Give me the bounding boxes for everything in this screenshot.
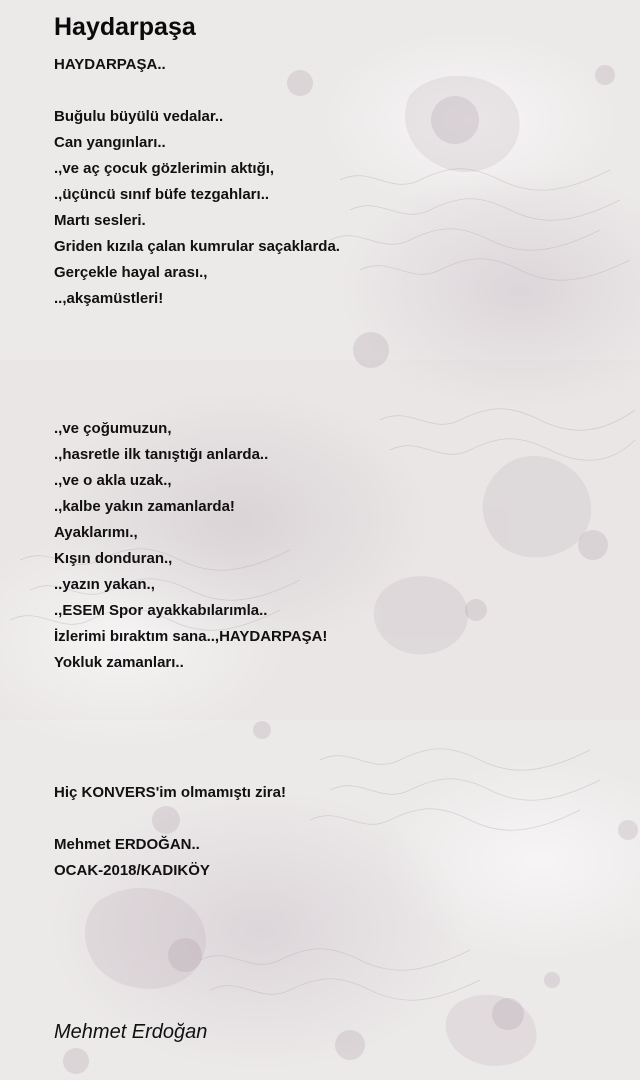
poem-line: OCAK-2018/KADIKÖY <box>54 862 210 879</box>
poem-line-blank <box>54 390 614 416</box>
poem-line: Ayaklarımı., <box>54 524 138 541</box>
poem-line: ..yazın yakan., <box>54 576 155 593</box>
poem-line: Griden kızıla çalan kumrular saçaklarda. <box>54 238 340 255</box>
poem-line: Can yangınları.. <box>54 134 166 151</box>
poem-line: Yokluk zamanları.. <box>54 654 184 671</box>
poem-line-blank <box>54 338 614 364</box>
poem-line-blank <box>54 806 614 832</box>
poem-line: HAYDARPAŞA.. <box>54 56 166 73</box>
poem-line: .,ve o akla uzak., <box>54 472 172 489</box>
poem-line-blank <box>54 78 614 104</box>
poem-line: Buğulu büyülü vedalar.. <box>54 108 224 125</box>
poem-line: Martı sesleri. <box>54 212 146 229</box>
poem-body <box>54 52 614 884</box>
poem-line-blank <box>54 676 614 702</box>
poem-line-blank <box>54 364 614 390</box>
poem-line: Mehmet ERDOĞAN.. <box>54 836 200 853</box>
poem-line: .,üçüncü sınıf büfe tezgahları.. <box>54 186 270 203</box>
poem-line: .,hasretle ilk tanıştığı anlarda.. <box>54 446 269 463</box>
author-signature: Mehmet Erdoğan <box>54 1021 208 1043</box>
poem-line-blank <box>54 728 614 754</box>
poem-line-blank <box>54 312 614 338</box>
poem-line: .,ESEM Spor ayakkabılarımla.. <box>54 602 268 619</box>
poem-line: .,ve çoğumuzun, <box>54 420 172 437</box>
poem-title: Haydarpaşa <box>54 13 196 41</box>
poem-line: ..,akşamüstleri! <box>54 290 164 307</box>
poem-line: İzlerimi bıraktım sana..,HAYDARPAŞA! <box>54 628 328 645</box>
poem-line-blank <box>54 754 614 780</box>
poem-line: Hiç KONVERS'im olmamıştı zira! <box>54 784 286 801</box>
poem-line: Gerçekle hayal arası., <box>54 264 208 281</box>
poem-line-blank <box>54 702 614 728</box>
poem-line: Kışın donduran., <box>54 550 173 567</box>
poem-line: .,kalbe yakın zamanlarda! <box>54 498 235 515</box>
poem-line: .,ve aç çocuk gözlerimin aktığı, <box>54 160 275 177</box>
